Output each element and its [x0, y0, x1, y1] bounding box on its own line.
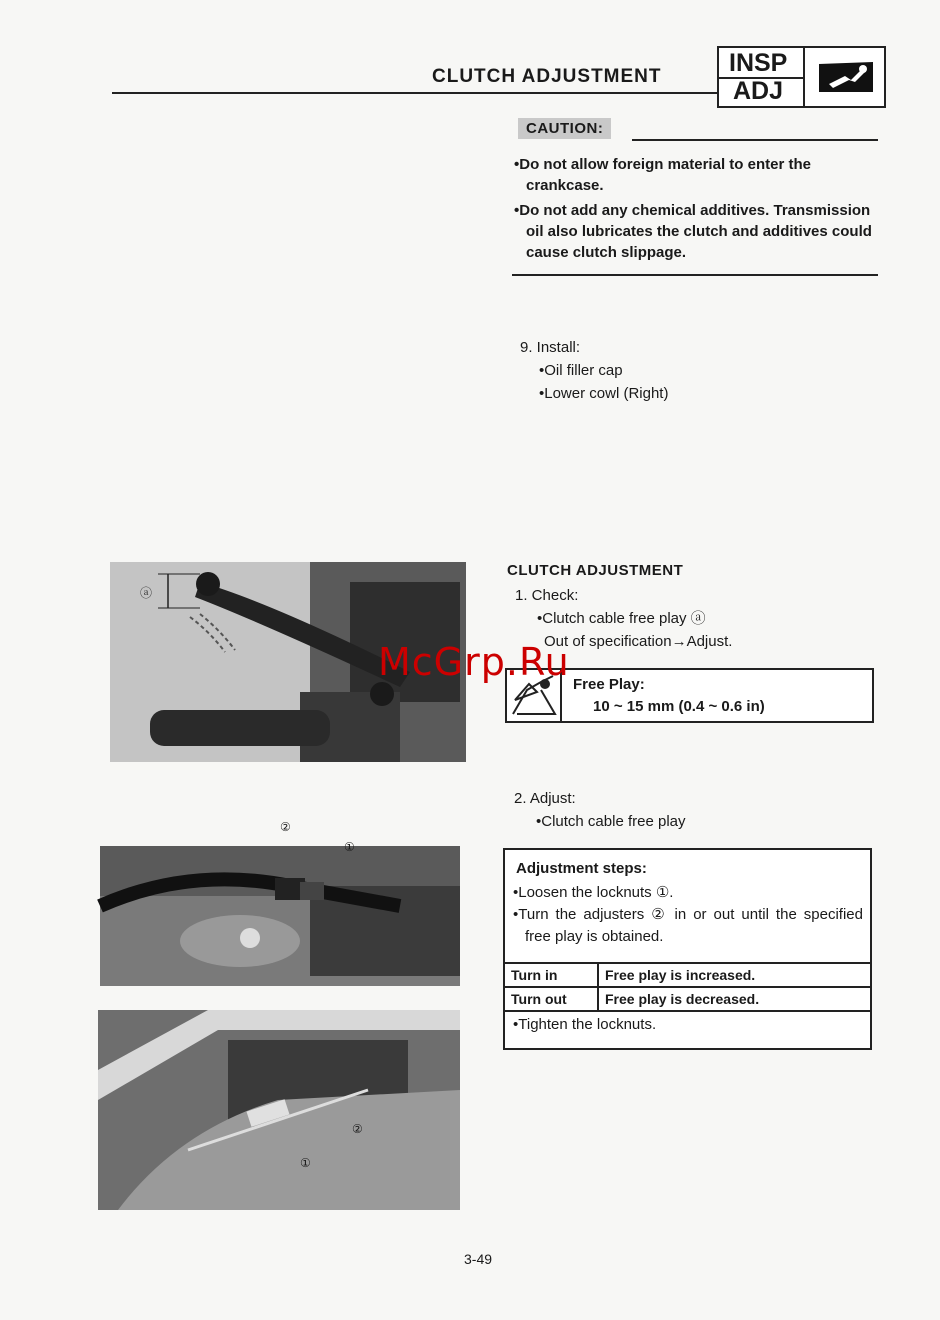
lower-adjuster-illustration	[98, 1010, 460, 1210]
table-cell-action: Turn out	[505, 987, 598, 1011]
install-step	[520, 336, 668, 405]
callout-adjuster: ②	[352, 1122, 363, 1136]
adjust-step-title: 2. Adjust:	[514, 790, 576, 807]
section-badge	[717, 46, 886, 108]
watermark: McGrp.Ru	[378, 640, 570, 684]
caution-item: •Do not add any chemical additives. Transmission oil also lubricates the clutch and additives could cause clutch slippage.	[514, 202, 872, 261]
table-cell-result: Free play is decreased.	[598, 987, 870, 1011]
photo-cable-adjuster	[100, 820, 460, 986]
section-title: CLUTCH ADJUSTMENT	[507, 562, 684, 579]
callout-locknut: ①	[344, 840, 355, 854]
adjustment-steps-title: Adjustment steps:	[516, 860, 647, 877]
adjustment-steps-list	[513, 882, 863, 948]
spec-value: 10 ~ 15 mm (0.4 ~ 0.6 in)	[593, 698, 765, 715]
wrench-tool-icon	[815, 58, 877, 96]
adjustment-step-item: •Loosen the locknuts ①.	[513, 884, 674, 901]
caution-label: CAUTION:	[518, 118, 611, 139]
turn-direction-table	[505, 962, 870, 1012]
check-note: Out of specification→Adjust.	[544, 633, 733, 650]
table-row	[505, 963, 870, 987]
table-cell-result: Free play is increased.	[598, 963, 870, 987]
caution-text	[514, 154, 880, 267]
photo-lower-adjuster	[98, 1010, 460, 1210]
install-item: •Oil filler cap	[539, 362, 623, 379]
badge-insp: INSP	[729, 49, 788, 77]
caution-rule	[632, 139, 878, 141]
table-cell-action: Turn in	[505, 963, 598, 987]
page-header-title: CLUTCH ADJUSTMENT	[432, 66, 662, 87]
caution-item: •Do not allow foreign material to enter the crankcase.	[514, 156, 811, 194]
check-step-title: 1. Check:	[515, 587, 579, 604]
check-item: •Clutch cable free play ⓐ	[537, 610, 706, 627]
badge-text-cell	[719, 48, 805, 106]
caution-bottom-rule	[512, 274, 878, 276]
badge-adj: ADJ	[733, 77, 784, 105]
spec-label: Free Play:	[573, 676, 645, 693]
adjust-item: •Clutch cable free play	[536, 813, 686, 830]
callout-adjuster: ②	[280, 820, 291, 834]
page-number: 3-49	[464, 1251, 493, 1267]
adjustment-final-step: •Tighten the locknuts.	[513, 1016, 657, 1033]
table-row	[505, 987, 870, 1011]
install-step-title: 9. Install:	[520, 339, 581, 356]
install-item: •Lower cowl (Right)	[539, 385, 669, 402]
adjustment-step-item: •Turn the adjusters ② in or out until the specified free play is obtained.	[513, 906, 863, 945]
adjustment-steps-box	[503, 848, 872, 1050]
cable-adjuster-illustration	[100, 846, 460, 986]
callout-free-play: ⓐ	[140, 586, 153, 600]
header-rule	[112, 92, 718, 94]
callout-locknut: ①	[300, 1156, 311, 1170]
adjust-step	[514, 787, 686, 833]
